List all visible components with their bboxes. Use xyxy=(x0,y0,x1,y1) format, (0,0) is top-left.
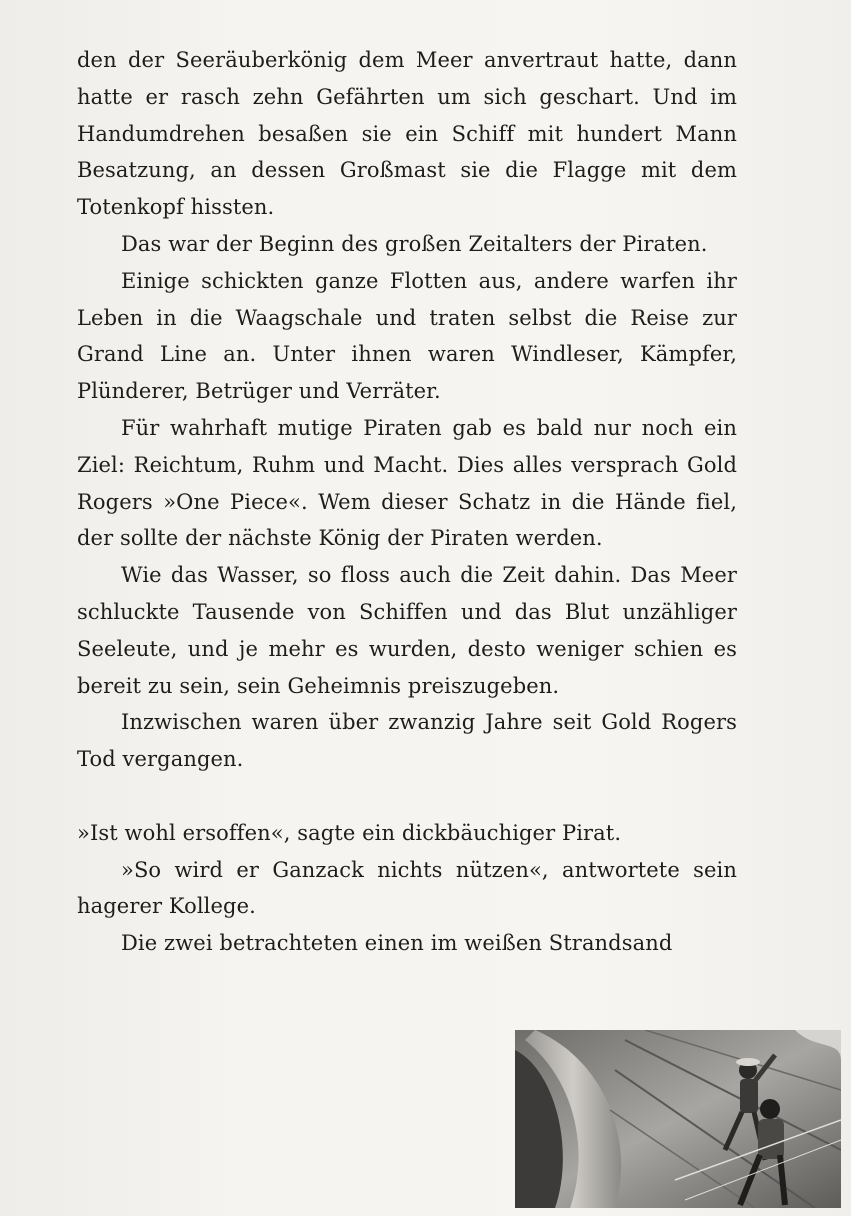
paragraph-1: den der Seeräuberkönig dem Meer anvertraut hatte, dann hatte er rasch zehn Gefährten um sich geschart. Und im Handumdrehen besaßen sie ein Schiff mit hundert Mann Besatzung, an dessen Großmast sie die Flagge mit dem Totenkopf hissten. xyxy=(77,48,737,220)
paragraph-7: »Ist wohl ersoffen«, sagte ein dickbäuchiger Pirat. xyxy=(77,820,622,845)
paragraph-4: Für wahrhaft mutige Piraten gab es bald nur noch ein Ziel: Reichtum, Ruhm und Macht. Dies alles versprach Gold Rogers »One Piece«. Wem dieser Schatz in die Hände fiel, der sollte der nächste König der Piraten werden. xyxy=(77,415,737,551)
paragraph-6: Inzwischen waren über zwanzig Jahre seit Gold Rogers Tod vergangen. xyxy=(77,710,737,772)
body-text xyxy=(77,42,737,962)
paragraph-2: Das war der Beginn des großen Zeitalters der Piraten. xyxy=(121,231,708,256)
pirate-illustration-icon xyxy=(515,1030,841,1208)
paragraph-8: »So wird er Ganzack nichts nützen«, antwortete sein hagerer Kollege. xyxy=(77,857,737,919)
paragraph-5: Wie das Wasser, so floss auch die Zeit dahin. Das Meer schluckte Tausende von Schiffen und das Blut unzähliger Seeleute, und je mehr es wurden, desto weniger schien es bereit zu sein, sein Geheimnis preiszugeben. xyxy=(77,563,737,698)
paragraph-3: Einige schickten ganze Flotten aus, andere warfen ihr Leben in die Waagschale und traten selbst die Reise zur Grand Line an. Unter ihnen waren Windleser, Kämpfer, Plünderer, Betrüger und Verräter. xyxy=(77,268,737,404)
section-break xyxy=(77,778,737,815)
paragraph-9: Die zwei betrachteten einen im weißen Strandsand xyxy=(121,931,673,956)
